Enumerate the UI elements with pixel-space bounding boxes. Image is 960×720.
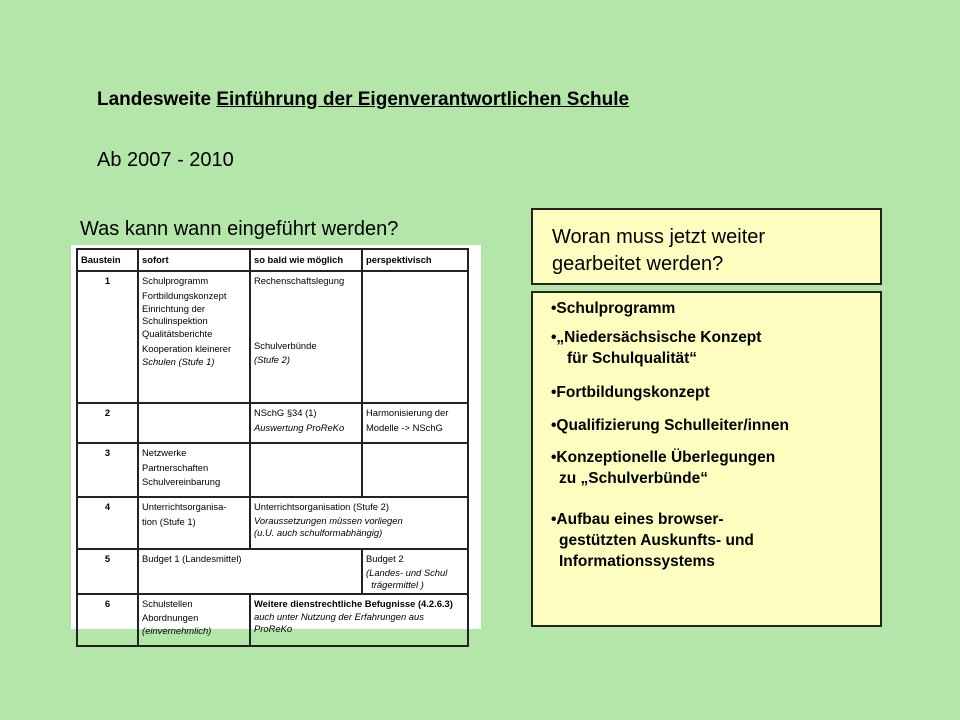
cell-line: Budget 2 bbox=[366, 553, 404, 564]
table-row bbox=[77, 403, 468, 443]
cell-line: Harmonisierung der bbox=[366, 407, 449, 418]
cell-span: Budget 1 (Landesmittel) bbox=[138, 549, 362, 594]
cell-line: trägermittel ) bbox=[366, 578, 424, 590]
list-item bbox=[551, 509, 880, 572]
cell-line: Schulverbünde bbox=[254, 339, 317, 351]
schedule-table-image bbox=[71, 245, 481, 636]
list-item-line: •Aufbau eines browser- bbox=[551, 511, 724, 528]
list-item bbox=[551, 415, 880, 436]
cell-line: Fortbildungskonzept bbox=[142, 289, 227, 301]
right-question-line-2: gearbeitet werden? bbox=[552, 253, 724, 275]
cell-persp bbox=[362, 443, 468, 497]
cell-line: NSchG §34 (1) bbox=[254, 407, 317, 418]
cell-sofort bbox=[138, 594, 250, 646]
todo-list-box bbox=[531, 291, 882, 627]
cell-num: 3 bbox=[77, 443, 138, 497]
table-row bbox=[77, 497, 468, 549]
cell-persp bbox=[362, 403, 468, 443]
header-perspektivisch: perspektivisch bbox=[362, 249, 468, 271]
cell-bald bbox=[250, 403, 362, 443]
cell-line: Einrichtung der bbox=[142, 303, 206, 314]
header-sofort: sofort bbox=[138, 249, 250, 271]
list-item-line: zu „Schulverbünde“ bbox=[559, 470, 708, 487]
cell-num: 4 bbox=[77, 497, 138, 549]
cell-line: Partnerschaften bbox=[142, 461, 209, 473]
list-item-line: •„Niedersächsische Konzept bbox=[551, 329, 762, 346]
header-bald: so bald wie möglich bbox=[250, 249, 362, 271]
cell-line: (Stufe 2) bbox=[254, 354, 290, 365]
cell-line: Abordnungen bbox=[142, 612, 199, 623]
cell-line: (einvernehmlich) bbox=[142, 625, 212, 636]
cell-num: 2 bbox=[77, 403, 138, 443]
cell-num: 6 bbox=[77, 594, 138, 646]
cell-num: 5 bbox=[77, 549, 138, 594]
left-question: Was kann wann eingeführt werden? bbox=[80, 218, 399, 240]
right-question-box bbox=[531, 208, 882, 285]
cell-line: Modelle -> NSchG bbox=[366, 421, 443, 433]
table-row bbox=[77, 271, 468, 403]
cell-line: Weitere dienstrechtliche Befugnisse (4.2.6.3) bbox=[254, 597, 453, 609]
cell-line: Schulinspektion bbox=[142, 315, 208, 326]
cell-line: Voraussetzungen müssen vorliegen bbox=[254, 514, 403, 526]
cell-line: Schulvereinbarung bbox=[142, 476, 221, 487]
list-item-line: Informationssystems bbox=[559, 553, 715, 570]
cell-bald-span bbox=[250, 497, 468, 549]
cell-line: Schulprogramm bbox=[142, 275, 209, 286]
list-item-line: für Schulqualität“ bbox=[567, 350, 698, 367]
list-item bbox=[551, 327, 880, 369]
list-item bbox=[551, 447, 880, 489]
cell-sofort bbox=[138, 403, 250, 443]
cell-line: (u.U. auch schulformabhängig) bbox=[254, 526, 383, 538]
cell-bald bbox=[250, 443, 362, 497]
title-prefix: Landesweite bbox=[97, 89, 217, 110]
years-label: Ab 2007 - 2010 bbox=[97, 149, 234, 171]
cell-line: Unterrichtsorganisation (Stufe 2) bbox=[254, 501, 389, 512]
title-underlined: Einführung der Eigenverantwortlichen Schule bbox=[216, 89, 630, 110]
cell-line: auch unter Nutzung der Erfahrungen aus bbox=[254, 611, 424, 622]
cell-sofort bbox=[138, 497, 250, 549]
cell-line: ProReKo bbox=[254, 623, 293, 634]
list-item-line: gestützten Auskunfts- und bbox=[559, 532, 754, 549]
right-question-line-1: Woran muss jetzt weiter bbox=[552, 226, 766, 248]
table-row bbox=[77, 443, 468, 497]
schedule-table bbox=[76, 248, 469, 647]
list-item bbox=[551, 298, 880, 319]
cell-line: Netzwerke bbox=[142, 447, 187, 458]
cell-line: Schulstellen bbox=[142, 597, 193, 609]
table-row bbox=[77, 549, 468, 594]
cell-line: Auswertung ProReKo bbox=[254, 421, 345, 433]
page-title bbox=[97, 89, 629, 111]
header-baustein: Baustein bbox=[77, 249, 138, 271]
cell-sofort bbox=[138, 443, 250, 497]
cell-bald-span bbox=[250, 594, 468, 646]
table-header-row bbox=[77, 249, 468, 271]
cell-line: Schulen (Stufe 1) bbox=[142, 355, 215, 367]
cell-line: (Landes- und Schul bbox=[366, 566, 448, 578]
list-item bbox=[551, 382, 880, 403]
list-item-line: •Qualifizierung Schulleiter/innen bbox=[551, 417, 789, 434]
cell-persp bbox=[362, 549, 468, 594]
table-row bbox=[77, 594, 468, 646]
cell-line: Qualitätsberichte bbox=[142, 328, 213, 339]
list-item-line: •Schulprogramm bbox=[551, 300, 676, 317]
cell-bald bbox=[250, 271, 362, 403]
list-item-line: •Fortbildungskonzept bbox=[551, 384, 710, 401]
list-item-line: •Konzeptionelle Überlegungen bbox=[551, 449, 776, 466]
cell-line: Unterrichtsorganisa- bbox=[142, 501, 227, 512]
cell-num: 1 bbox=[77, 271, 138, 403]
cell-line: Kooperation kleinerer bbox=[142, 342, 232, 354]
cell-sofort bbox=[138, 271, 250, 403]
cell-persp bbox=[362, 271, 468, 403]
cell-line: Rechenschaftslegung bbox=[254, 275, 345, 286]
cell-line: tion (Stufe 1) bbox=[142, 515, 196, 527]
